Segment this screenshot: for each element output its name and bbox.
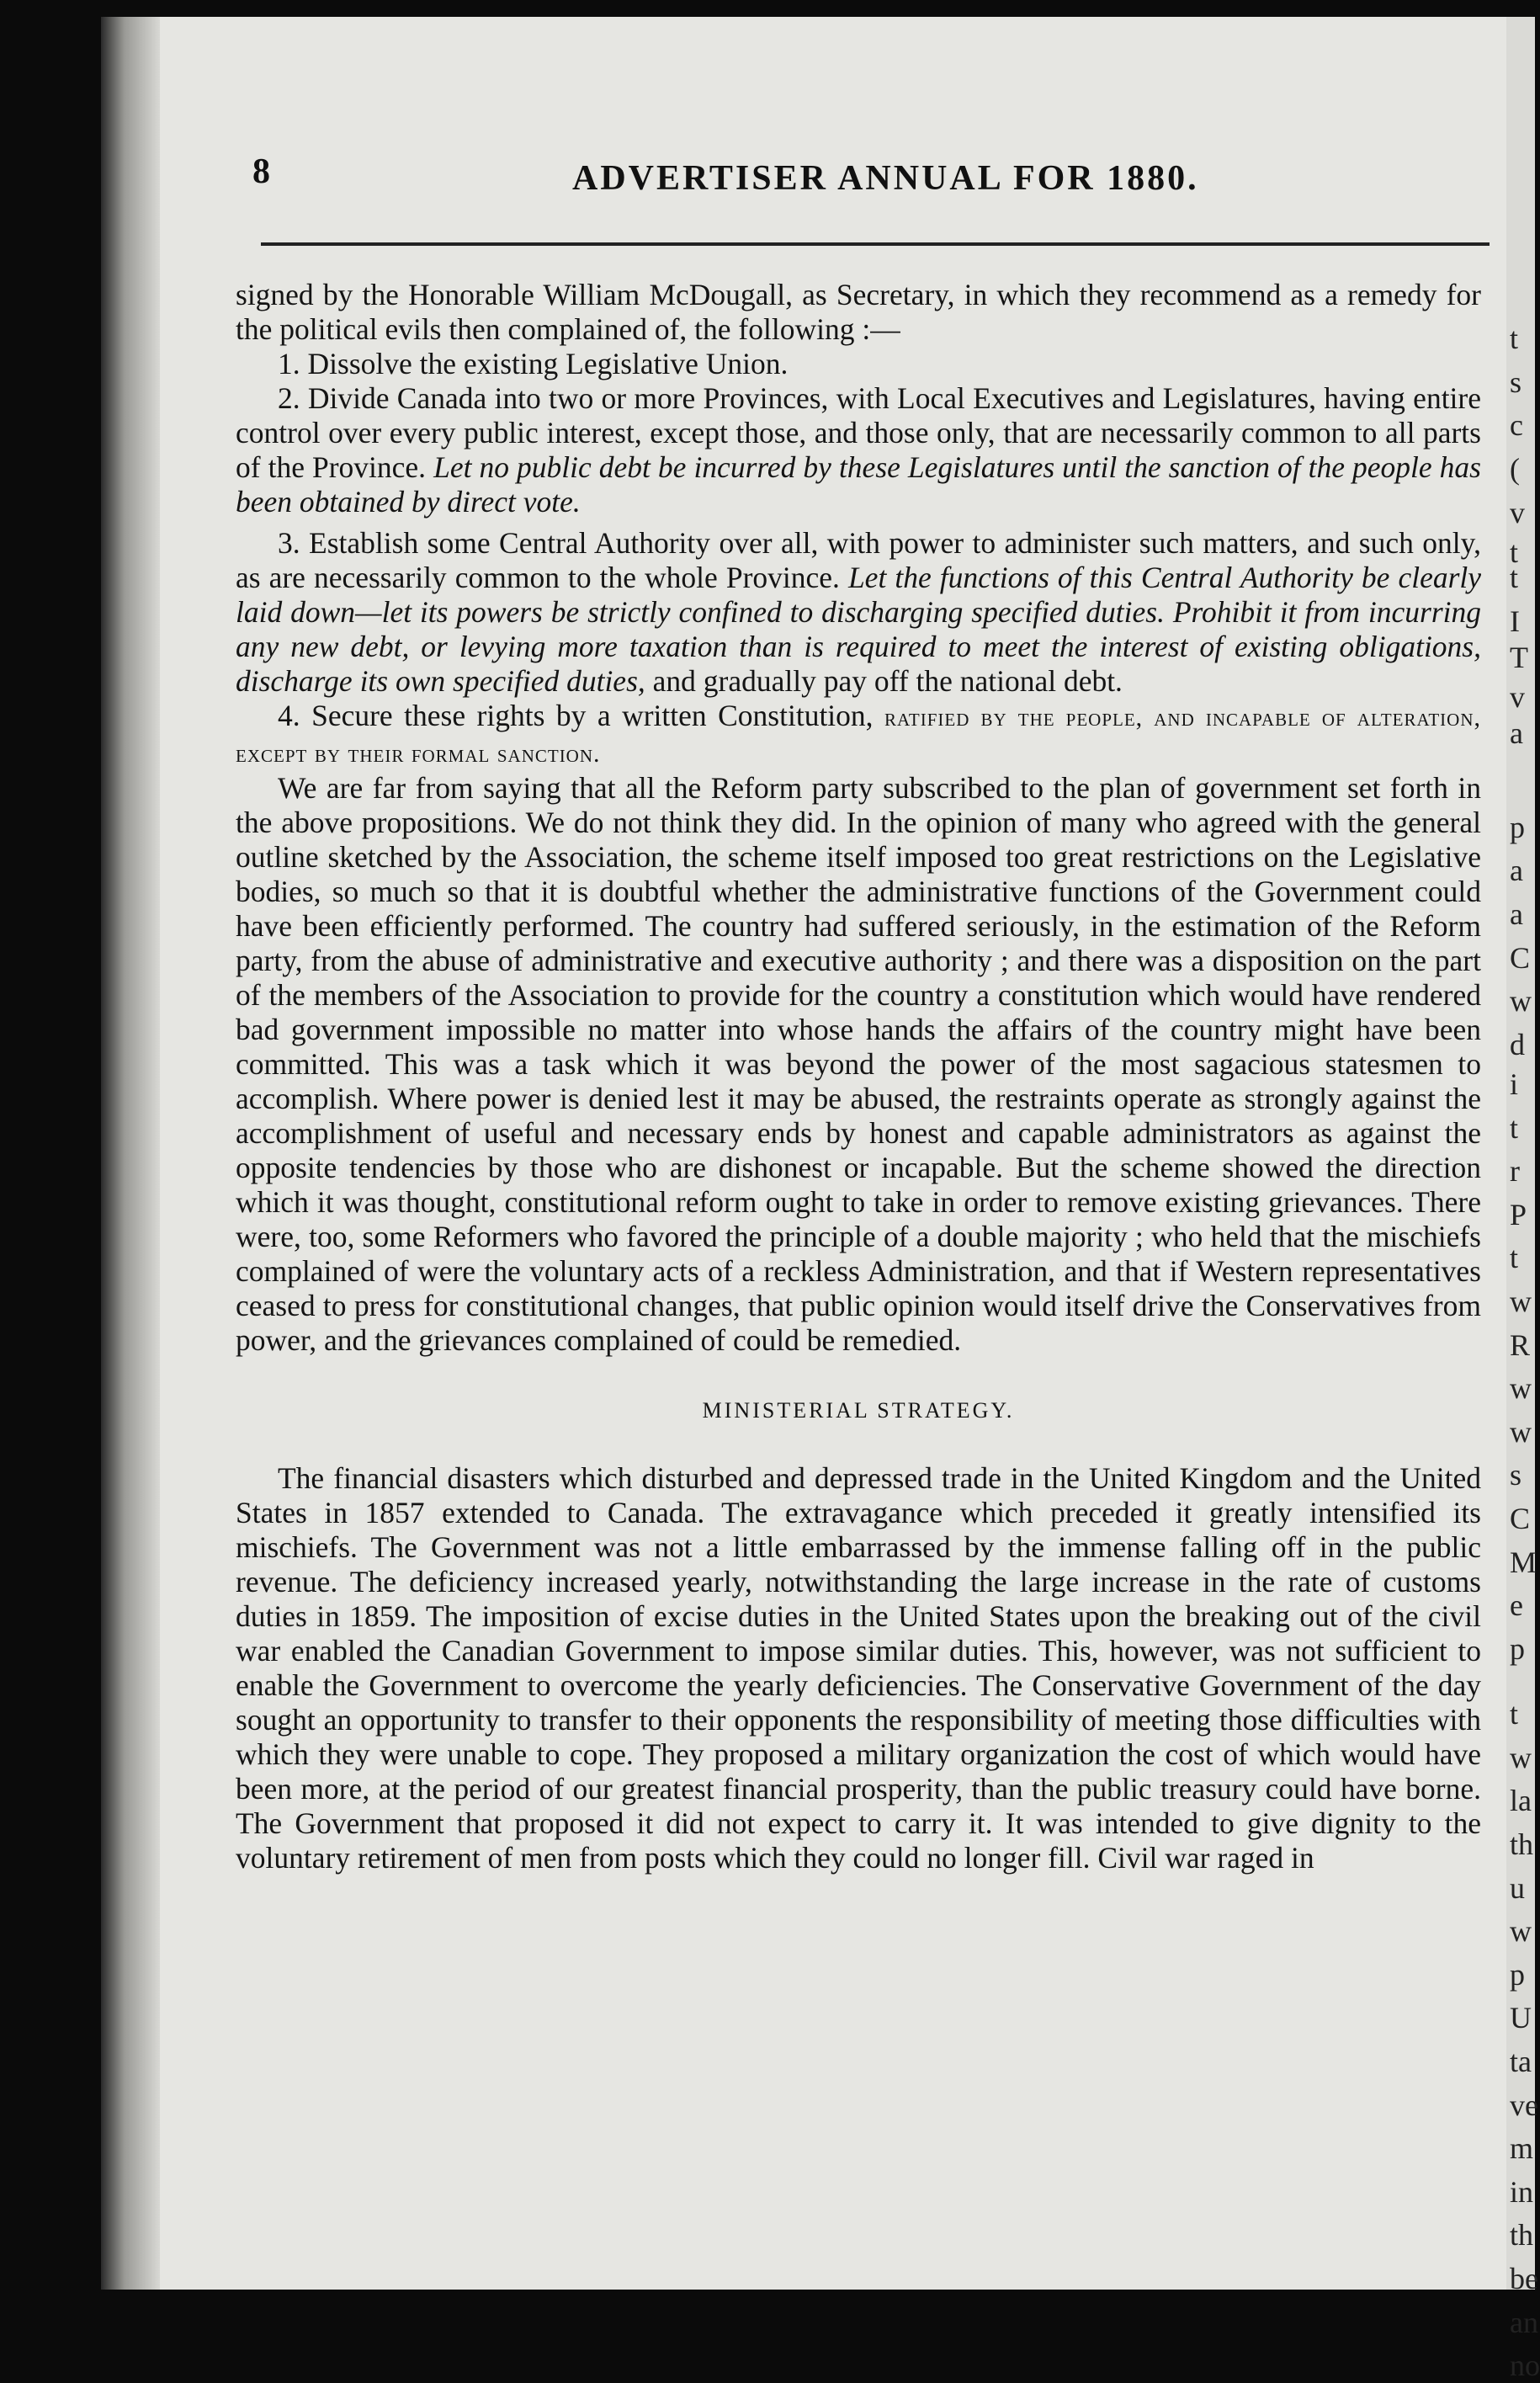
facing-page-fragment: T [1510, 641, 1528, 674]
facing-page-fragment: s [1510, 1458, 1522, 1492]
list-item-4-caps: ratified by the people, and incapable of alteration, except by their formal sanction. [236, 704, 1482, 768]
list-item-3 [236, 526, 1481, 699]
facing-page-fragment: d [1510, 1028, 1525, 1061]
facing-page-fragment: R [1510, 1328, 1531, 1362]
page-number: 8 [252, 152, 270, 191]
facing-page-fragment: p [1510, 1958, 1525, 1992]
facing-page-fragment: i [1510, 1067, 1519, 1101]
running-title: ADVERTISER ANNUAL FOR 1880. [572, 159, 1199, 198]
facing-page-fragment: a [1510, 897, 1523, 931]
section-heading: MINISTERIAL STRATEGY. [702, 1398, 1015, 1423]
facing-page-fragment: t [1510, 535, 1519, 569]
facing-page-fragment: v [1510, 496, 1525, 529]
facing-page-fragment: be [1510, 2262, 1538, 2295]
facing-page-fragment: la [1510, 1784, 1532, 1817]
facing-page-fragment: M [1510, 1545, 1537, 1579]
facing-page-fragment: U [1510, 2001, 1532, 2035]
facing-page-fragment: p [1510, 1632, 1525, 1666]
intro-paragraph: signed by the Honorable William McDougall, as Secretary, in which they recommend as a remedy for the political evils then complained of, the following :— [236, 278, 1481, 346]
facing-page-fragment: m [1510, 2131, 1534, 2165]
facing-page-fragment: a [1510, 854, 1523, 887]
facing-page-fragment: w [1510, 1285, 1532, 1318]
facing-page-fragment: th [1510, 2218, 1534, 2252]
facing-page-fragment: w [1510, 1914, 1532, 1948]
facing-page-fragment: e [1510, 1588, 1523, 1622]
facing-page-fragment: w [1510, 1415, 1532, 1449]
list-item-2 [236, 381, 1481, 519]
facing-page-fragment: t [1510, 1697, 1519, 1731]
facing-page-fragment: t [1510, 561, 1519, 594]
facing-page-fragment: w [1510, 1741, 1532, 1774]
list-item-4-text: 4. Secure these rights by a written Constitution, [278, 699, 874, 732]
facing-page-fragment: v [1510, 680, 1525, 714]
facing-page-fragment: r [1510, 1154, 1520, 1188]
facing-page-fragment: p [1510, 811, 1525, 844]
facing-page-fragment: no [1510, 2348, 1540, 2382]
facing-page-fragment: t [1510, 1241, 1519, 1274]
paragraph-financial-disasters: The financial disasters which disturbed and depressed trade in the United Kingdom and the United States in 1857 extended to Canada. The extravagance which preceded it greatly intensified its mischiefs. The Government was not a little embarrassed by the immense falling off in the public revenue. The deficiency increased yearly, notwithstanding the large increase in the rate of customs duties in 1859. The imposition of excise duties in the United States upon the breaking out of the civil war enabled the Canadian Government to impose similar duties. This, however, was not sufficient to enable the Government to overcome the yearly deficiencies. The Conservative Government of the day sought an opportunity to transfer to their opponents the responsibility of meeting those difficulties with which they were unable to cope. They proposed a military organization the cost of which would have been more, at the period of our greatest financial prosperity, than the public treasury could have borne. The Government that proposed it did not expect to carry it. It was intended to give dignity to the voluntary retirement of men from posts which they could no longer fill. Civil war raged in [236, 1461, 1481, 1875]
facing-page-edge [1506, 17, 1540, 2382]
facing-page-fragment: u [1510, 1871, 1525, 1905]
facing-page-fragment: ( [1510, 452, 1520, 486]
facing-page-fragment: t [1510, 1111, 1519, 1145]
facing-page-fragment: w [1510, 984, 1532, 1018]
facing-page-fragment: P [1510, 1198, 1527, 1231]
list-item-3-end: and gradually pay off the national debt. [652, 664, 1123, 698]
facing-page-fragment: t [1510, 322, 1519, 355]
list-item-1: 1. Dissolve the existing Legislative Union. [278, 347, 789, 380]
facing-page-fragment: in [1510, 2175, 1534, 2209]
facing-page-fragment: C [1510, 1502, 1531, 1535]
page-header [252, 152, 1490, 210]
facing-page-fragment: th [1510, 1827, 1534, 1861]
list-item-3-text: 3. Establish some Central Authority over all, with power to administer such matters, and such only, as are necessarily common to the whole Province. [236, 526, 1481, 594]
body-text [236, 278, 1481, 1875]
header-rule [261, 242, 1490, 246]
facing-page-fragment: ve [1510, 2088, 1538, 2122]
facing-page-fragment: I [1510, 604, 1520, 638]
page-gutter [101, 17, 160, 2290]
facing-page-fragment: C [1510, 941, 1531, 975]
list-item-3-italic: Let the functions of this Central Authority be clearly laid down—let its powers be strictly confined to discharging specified duties. Prohibit it from incurring any new debt, or levying more taxation than is required to meet the interest of existing obligations, discharge its own specified duties, [236, 561, 1482, 698]
list-item-2-italic: Let no public debt be incurred by these Legislatures until the sanction of the people has been obtained by direct vote. [236, 450, 1481, 519]
facing-page-fragment: s [1510, 365, 1522, 399]
list-item-4 [236, 699, 1481, 771]
facing-page-fragment: an [1510, 2306, 1538, 2339]
facing-page-fragment: w [1510, 1371, 1532, 1405]
facing-page-fragment: ta [1510, 2045, 1532, 2078]
facing-page-fragment: a [1510, 716, 1523, 750]
facing-page-fragment: c [1510, 408, 1523, 442]
list-item-2-text: 2. Divide Canada into two or more Provinces, with Local Executives and Legislatures, having entire control over every public interest, except those, and those only, that are necessarily common to all parts of the Province. [236, 381, 1481, 484]
paragraph-reform-party: We are far from saying that all the Reform party subscribed to the plan of government set forth in the above propositions. We do not think they did. In the opinion of many who agreed with the general outline sketched by the Association, the scheme itself imposed too great restrictions on the Legislative bodies, so much so that it is doubtful whether the administrative functions of the Government could have been efficiently performed. The country had suffered seriously, in the estimation of the Reform party, from the abuse of administrative and executive authority ; and there was a disposition on the part of the members of the Association to provide for the country a constitution which would have rendered bad government impossible no matter into whose hands the affairs of the country might have been committed. This was a task which it was beyond the power of the most sagacious statesmen to accomplish. Where power is denied lest it may be abused, the restraints operate as strongly against the accomplishment of useful and necessary ends by honest and capable administrators as against the opposite tendencies by those who are dishonest or incapable. But the scheme showed the direction which it was thought, constitutional reform ought to take in order to remove existing grievances. There were, too, some Reformers who favored the principle of a double majority ; who held that the mischiefs complained of were the voluntary acts of a reckless Administration, and that if Western representatives ceased to press for constitutional changes, that public opinion would itself drive the Conservatives from power, and the grievances complained of could be remedied. [236, 771, 1481, 1357]
